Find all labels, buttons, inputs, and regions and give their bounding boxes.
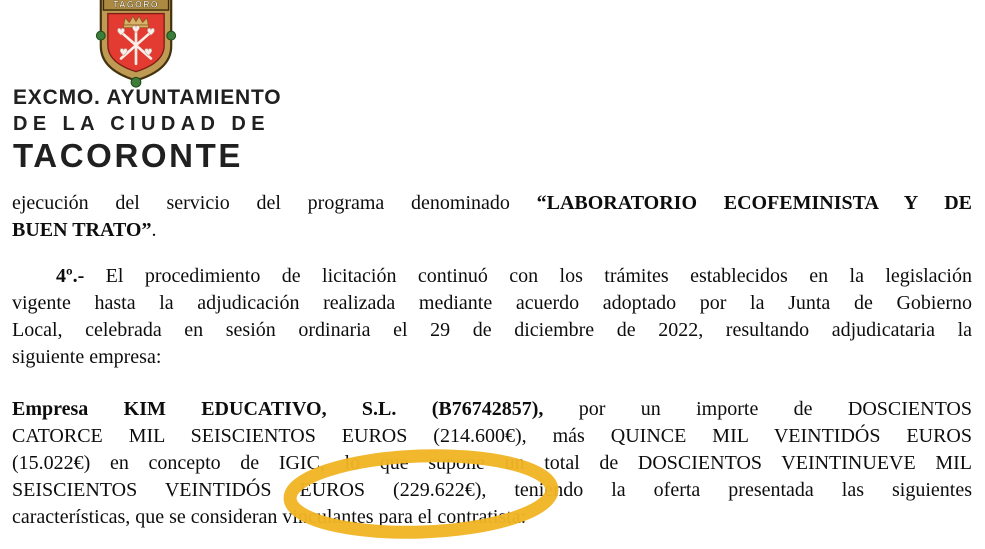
text-line bbox=[12, 504, 972, 531]
coat-of-arms bbox=[92, 0, 180, 92]
text-line bbox=[12, 396, 972, 423]
org-name-line2: DE LA CIUDAD DE bbox=[13, 113, 270, 135]
bold-text-segment: BUEN TRATO” bbox=[12, 219, 152, 241]
text-line bbox=[12, 217, 972, 244]
org-name-block bbox=[13, 86, 281, 175]
org-name-line1: EXCMO. AYUNTAMIENTO bbox=[13, 86, 282, 109]
text-segment: SEISCIENTOS VEINTIDÓS EUROS (229.622€), teniendo la oferta presentada las siguientes bbox=[12, 479, 972, 501]
bold-text-segment: Empresa KIM EDUCATIVO, S.L. (B76742857), bbox=[12, 398, 544, 420]
text-line bbox=[12, 263, 972, 290]
text-line bbox=[12, 190, 972, 217]
paragraph bbox=[12, 396, 972, 531]
text-segment: El procedimiento de licitación continuó con los trámites establecidos en la legislación bbox=[84, 265, 972, 287]
text-segment: Local, celebrada en sesión ordinaria el 29 de diciembre de 2022, resultando adjudicataria la bbox=[12, 319, 972, 341]
text-line bbox=[12, 344, 972, 371]
text-line bbox=[12, 450, 972, 477]
text-segment: (15.022€) en concepto de IGIC, lo que supone un total de DOSCIENTOS VEINTINUEVE MIL bbox=[12, 452, 972, 474]
text-segment: ejecución del servicio del programa denominado bbox=[12, 192, 537, 214]
bold-text-segment: 4º.- bbox=[56, 265, 85, 287]
paragraph bbox=[12, 190, 972, 244]
org-name-line3: TACORONTE bbox=[13, 137, 243, 174]
text-segment: . bbox=[151, 219, 157, 241]
text-segment: CATORCE MIL SEISCIENTOS EUROS (214.600€), más QUINCE MIL VEINTIDÓS EUROS bbox=[12, 425, 972, 447]
text-line bbox=[12, 423, 972, 450]
text-segment: siguiente empresa: bbox=[12, 346, 162, 368]
paragraph bbox=[12, 263, 972, 371]
text-line bbox=[12, 317, 972, 344]
logo-banner-text: TAGORO bbox=[113, 0, 159, 10]
text-segment: vigente hasta la adjudicación realizada mediante acuerdo adoptado por la Junta de Gobierno bbox=[12, 292, 972, 314]
text-line bbox=[12, 477, 972, 504]
document-body bbox=[12, 190, 972, 531]
text-line bbox=[12, 290, 972, 317]
text-segment: características, que se consideran vinculantes para el contratista: bbox=[12, 506, 527, 528]
text-segment: por un importe de DOSCIENTOS bbox=[543, 398, 972, 420]
bold-text-segment: “LABORATORIO ECOFEMINISTA Y DE bbox=[536, 192, 973, 214]
